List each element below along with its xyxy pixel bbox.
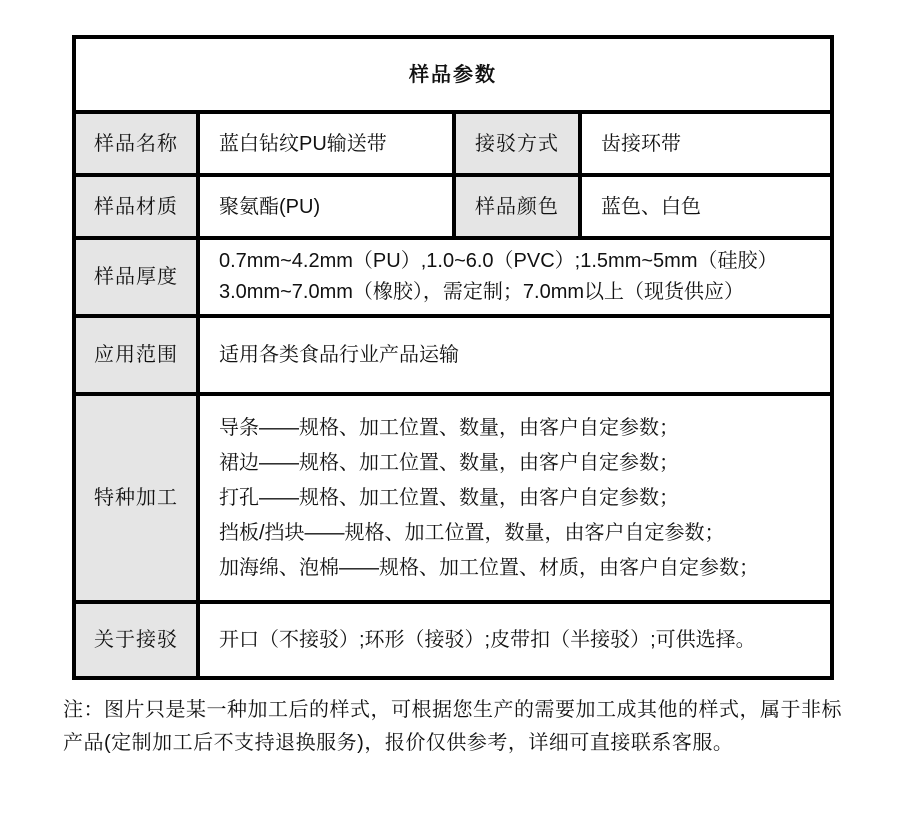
value-sample-name: 蓝白钻纹PU输送带 xyxy=(198,112,454,175)
value-about-joint: 开口（不接驳）;环形（接驳）;皮带扣（半接驳）;可供选择。 xyxy=(198,602,832,678)
spec-table xyxy=(72,35,834,680)
value-sample-color: 蓝色、白色 xyxy=(580,175,832,238)
special-line-skirt: 裙边——规格、加工位置、数量，由客户自定参数； xyxy=(219,451,679,474)
thickness-line-2: 3.0mm~7.0mm（橡胶），需定制；7.0mm以上（现货供应） xyxy=(219,281,745,303)
label-joint-method: 接驳方式 xyxy=(454,112,580,175)
table-row-joint xyxy=(74,602,832,678)
label-sample-color: 样品颜色 xyxy=(454,175,580,238)
label-about-joint: 关于接驳 xyxy=(74,602,198,678)
page-title: 样品参数 xyxy=(74,37,832,112)
label-thickness: 样品厚度 xyxy=(74,238,198,316)
thickness-line-1: 0.7mm~4.2mm（PU）,1.0~6.0（PVC）;1.5mm~5mm（硅胶） xyxy=(219,250,778,272)
value-thickness xyxy=(198,238,832,316)
table-row-sample-name xyxy=(74,112,832,175)
value-sample-material: 聚氨酯(PU) xyxy=(198,175,454,238)
label-sample-name: 样品名称 xyxy=(74,112,198,175)
table-row-special-processing xyxy=(74,394,832,602)
value-application: 适用各类食品行业产品运输 xyxy=(198,316,832,394)
value-special-processing xyxy=(198,394,832,602)
special-line-punching: 打孔——规格、加工位置、数量，由客户自定参数； xyxy=(219,486,679,509)
table-row-thickness xyxy=(74,238,832,316)
footnote: 注：图片只是某一种加工后的样式，可根据您生产的需要加工成其他的样式，属于非标产品(定制加工后不支持退换服务)，报价仅供参考，详细可直接联系客服。 xyxy=(63,699,842,754)
label-application: 应用范围 xyxy=(74,316,198,394)
special-line-baffle: 挡板/挡块——规格、加工位置，数量，由客户自定参数； xyxy=(219,521,725,544)
special-line-foam: 加海绵、泡棉——规格、加工位置、材质，由客户自定参数； xyxy=(219,556,759,579)
label-special-processing: 特种加工 xyxy=(74,394,198,602)
special-line-guide-strip: 导条——规格、加工位置、数量，由客户自定参数； xyxy=(219,416,679,439)
table-row-material xyxy=(74,175,832,238)
title-row xyxy=(74,37,832,112)
table-row-application xyxy=(74,316,832,394)
label-sample-material: 样品材质 xyxy=(74,175,198,238)
value-joint-method: 齿接环带 xyxy=(580,112,832,175)
